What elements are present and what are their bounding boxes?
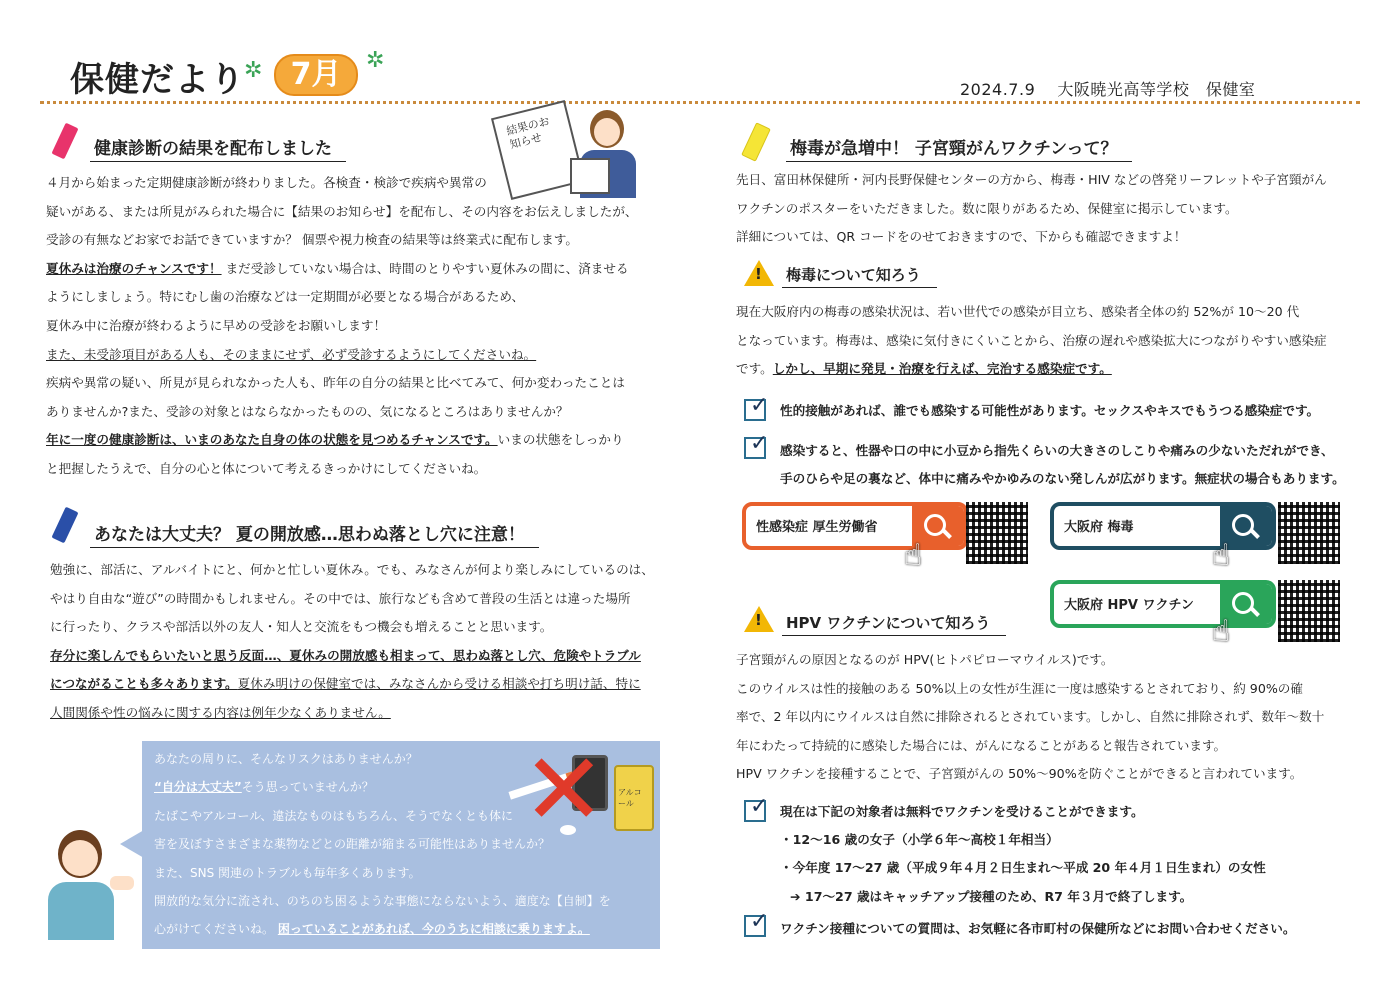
section-heading-syphilis: 梅毒について知ろう: [782, 264, 937, 288]
nurse-pointing-illustration: [40, 826, 136, 940]
syphilis-point-1: 性的接触があれば、誰でも感染する可能性があります。セックスやキスでもうつる感染症です。: [780, 403, 1320, 418]
section-heading-summer: あなたは大丈夫？ 夏の開放感…思わぬ落とし穴に注意！: [90, 520, 539, 548]
checkbox-icon: ✓: [744, 800, 766, 822]
paragraph-line: ありませんか?また、受診の対象とはならなかったものの、気になるところはありませんか？: [46, 403, 569, 419]
paragraph-line: ワクチンのポスターをいただきました。数に限りがあるため、保健室に掲示しています。: [736, 200, 1238, 216]
line-text: 夏休み明けの保健室では、みなさんから受ける相談や打ち明け話、特に: [237, 676, 641, 692]
prohibited-items-illustration: [502, 731, 652, 848]
paragraph-line: [46, 426, 638, 455]
line-text: そう思っていませんか？: [241, 780, 374, 795]
link-label: 性感染症 厚生労働省: [756, 520, 878, 535]
emphasis-text: 困っていることがあれば、今のうちに相談に乗りますよ。: [277, 922, 590, 937]
section-heading-hpv: HPV ワクチンについて知ろう: [782, 612, 1006, 636]
hpv-target-1: ・12～16 歳の女子（小学６年～高校１年相当）: [780, 832, 1059, 847]
prohibited-x-icon: ✕: [522, 731, 606, 848]
paragraph-line: 夏休み中に治療が終わるように早めの受診をお願いします！: [46, 317, 387, 333]
month-badge: 7月: [274, 54, 358, 96]
paragraph-line: 子宮頸がんの原因となるのが HPV(ヒトパピローマウイルス)です。: [736, 652, 1114, 667]
checkup-paragraph: [46, 169, 638, 484]
callout-line: また、SNS 関連のトラブルも毎年多くあります。: [154, 865, 421, 880]
paragraph-line: このウイルスは性的接触のある 50%以上の女性が生涯に一度は感染するとされており、約 90%の確: [736, 680, 1303, 696]
can-label: アルコール: [618, 788, 642, 808]
emphasis-text: につながることも多々あります。: [50, 676, 238, 692]
hpv-free-vaccine: 現在は下記の対象者は無料でワクチンを受けることができます。: [780, 804, 1144, 819]
result-notice-text: 結果のお知らせ: [505, 114, 551, 152]
issue-date-school: 2024.7.9 大阪暁光高等学校 保健室: [960, 80, 1256, 99]
paragraph-line: と把握したうえで、自分の心と体について考えるきっかけにしてくださいね。: [46, 460, 487, 476]
paragraph-line: 詳細については、QR コードをのせておきますので、下からも確認できますよ！: [736, 229, 1187, 245]
paragraph-line: 人間関係や性の悩みに関する内容は例年少なくありません。: [50, 704, 391, 720]
paragraph-line: ４月から始まった定期健康診断が終わりました。各検査・検診で疾病や異常の: [46, 175, 487, 190]
callout-line: [154, 915, 611, 943]
pointer-hand-icon: ☝: [1212, 614, 1231, 649]
paragraph-line: 率で、2 年以内にウイルスは自然に排除されるとされています。しかし、自然に排除されず、数年～数十: [736, 709, 1325, 725]
callout-line: 開放的な気分に流され、のちのち困るような事態にならないよう、適度な【自制】を: [154, 893, 611, 908]
callout-line: たばこやアルコール、違法なものはもちろん、そうでなくとも体に: [154, 808, 514, 823]
line-text: いまの状態をしっかり: [497, 432, 624, 448]
callout-line: 害を及ぼすさまざまな薬物などとの距離が縮まる可能性はありませんか？: [154, 837, 551, 852]
hpv-catchup-note: ➔ 17～27 歳はキャッチアップ接種のため、R7 年３月で終了します。: [790, 889, 1193, 904]
syphilis-point-2a: 感染すると、性器や口の中に小豆から指先くらいの大きさのしこりや痛みの少ないただれができ、: [780, 443, 1334, 458]
emphasis-text: しかし、早期に発見・治療を行えば、完治する感染症です。: [772, 361, 1112, 377]
link-mhlw-std[interactable]: [742, 502, 968, 550]
link-osaka-syphilis[interactable]: [1050, 502, 1276, 550]
paragraph-line: 勉強に、部活に、アルバイトにと、何かと忙しい夏休み。でも、みなさんが何より楽しみにしているのは、: [50, 562, 654, 577]
checkbox-icon: ✓: [744, 399, 766, 421]
pointer-hand-icon: ☝: [904, 538, 923, 573]
line-text: 心がけてくださいね。: [154, 922, 278, 937]
qr-code-mhlw[interactable]: [966, 502, 1028, 564]
callout-line: あなたの周りに、そんなリスクはありませんか？: [154, 752, 418, 766]
link-label: 大阪府 梅毒: [1064, 520, 1134, 535]
paragraph-line: 年にわたって持続的に感染した場合には、がんになることがあると報告されています。: [736, 737, 1227, 753]
hpv-contact-note: ワクチン接種についての質問は、お気軽に各市町村の保健所などにお問い合わせください。: [780, 921, 1296, 936]
paragraph-line: 存分に楽しんでもらいたいと思う反面…、夏休みの開放感も相まって、思わぬ落とし穴、危険やトラブル: [50, 647, 641, 663]
qr-code-osaka-hpv[interactable]: [1278, 580, 1340, 642]
paragraph-line: HPV ワクチンを接種することで、子宮頸がんの 50%～90%を防ぐことができると言われています。: [736, 766, 1303, 782]
tanzaku-icon: [51, 507, 78, 544]
emphasis-text: 夏休みは治療のチャンスです！: [46, 260, 222, 276]
section-heading-checkup: 健康診断の結果を配布しました: [90, 134, 346, 162]
qr-code-osaka-syphilis[interactable]: [1278, 502, 1340, 564]
firework-icon: ✲: [366, 48, 385, 73]
paragraph-line: 受診の有無などお家でお話できていますか？ 個票や視力検査の結果等は終業式に配布します。: [46, 232, 578, 248]
intro-paragraph: [736, 166, 1327, 252]
paragraph-line: 疾病や異常の疑い、所見が見られなかった人も、昨年の自分の結果と比べてみて、何か変わったことは: [46, 375, 625, 391]
paragraph-line: [46, 255, 638, 284]
hpv-target-2: ・今年度 17～27 歳（平成９年４月２日生まれ～平成 20 年４月１日生まれ）の女性: [780, 860, 1266, 875]
line-text: です。: [736, 361, 773, 377]
header-divider: [40, 101, 1360, 104]
link-osaka-hpv[interactable]: [1050, 580, 1276, 628]
syphilis-paragraph: [736, 298, 1327, 384]
syphilis-point-2b: 手のひらや足の裏など、体中に痛みやかゆみのない発しんが広がります。無症状の場合もあります。: [780, 471, 1345, 486]
section-heading-syphilis-hpv: 梅毒が急増中！ 子宮頸がんワクチンって？: [786, 134, 1132, 162]
paragraph-line: [736, 355, 1327, 384]
checkbox-icon: ✓: [744, 437, 766, 459]
firework-icon: ✲: [244, 58, 263, 83]
line-text: まだ受診していない場合は、時間のとりやすい夏休みの間に、済ませる: [221, 260, 629, 276]
tanzaku-icon: [741, 122, 771, 161]
paragraph-line: ようにしましょう。特にむし歯の治療などは一定期間が必要となる場合があるため、: [46, 289, 525, 305]
paragraph-line: に行ったり、クラスや部活以外の友人・知人と交流をもつ機会も増えることと思います。: [50, 619, 553, 635]
warning-mark: !: [755, 611, 762, 629]
checkbox-icon: ✓: [744, 915, 766, 937]
hpv-paragraph: [736, 646, 1324, 789]
paragraph-line: 現在大阪府内の梅毒の感染状況は、若い世代での感染が目立ち、感染者全体の約 52%が 10～20 代: [736, 304, 1300, 319]
pointer-hand-icon: ☝: [1212, 538, 1231, 573]
warning-mark: !: [755, 265, 762, 283]
emphasis-text: “自分は大丈夫”: [154, 780, 242, 795]
emphasis-text: 年に一度の健康診断は、いまのあなた自身の体の状態を見つめるチャンスです。: [46, 432, 498, 448]
link-label: 大阪府 HPV ワクチン: [1064, 598, 1194, 613]
paragraph-line: やはり自由な“遊び”の時間かもしれません。その中では、旅行なども含めて普段の生活とは違った場所: [50, 590, 631, 606]
risk-callout-box: [142, 731, 660, 949]
paragraph-line: [50, 670, 654, 699]
page-title: 保健だより: [70, 60, 245, 100]
paragraph-line: 先日、富田林保健所・河内長野保健センターの方から、梅毒・HIV などの啓発リーフレットや子宮頸がん: [736, 172, 1327, 187]
paragraph-line: 疑いがある、または所見がみられた場合に【結果のお知らせ】を配布し、その内容をお伝えしましたが、: [46, 203, 638, 219]
paragraph-line: また、未受診項目がある人も、そのままにせず、必ず受診するようにしてくださいね。: [46, 346, 537, 362]
summer-paragraph: [50, 556, 654, 728]
paragraph-line: となっています。梅毒は、感染に気付きにくいことから、治療の遅れや感染拡大につながりやすい感染症: [736, 332, 1327, 348]
tanzaku-icon: [51, 123, 78, 160]
